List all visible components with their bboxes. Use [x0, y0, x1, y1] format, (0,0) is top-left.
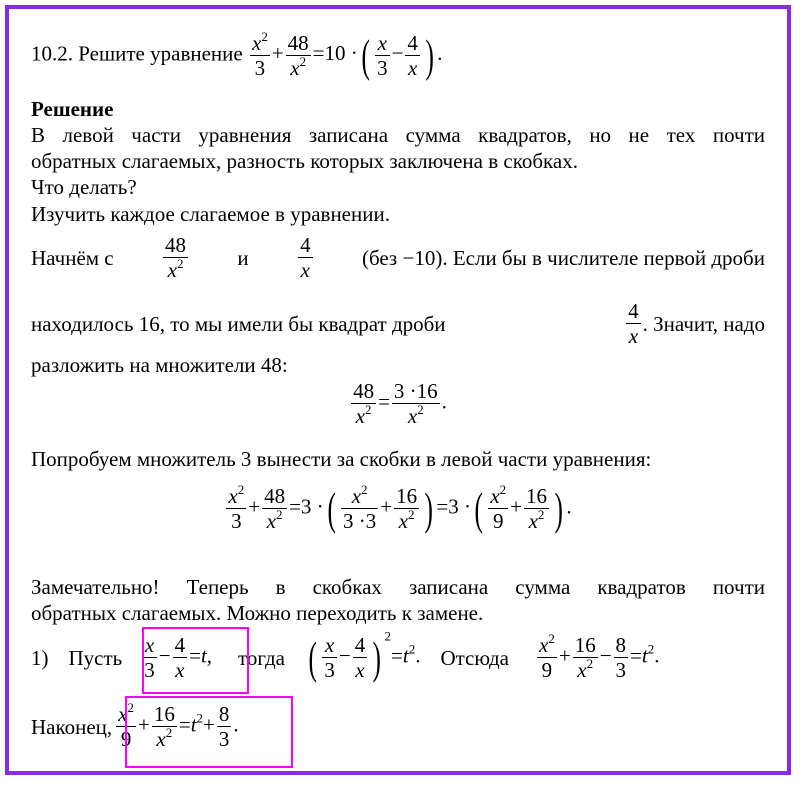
fraction-48-x2: $\frac{48}{x^2}$	[165, 233, 187, 282]
page-frame	[5, 5, 791, 775]
solution-line-4: Изучить каждое слагаемое в уравнении.	[31, 202, 390, 226]
line6-start: находилось 16, то мы имели бы квадрат дроби	[31, 311, 446, 336]
solution-line-1: В левой части уравнения записана сумма квадратов, но не тех почти	[31, 123, 765, 147]
solution-line-8: Попробуем множитель 3 вынести за скобки в левой части уравнения:	[31, 447, 652, 471]
problem-label: 10.2. Решите уравнение	[31, 41, 243, 66]
solution-heading: Решение	[31, 97, 114, 121]
line5-without: (без −10). Если бы в числителе первой дроби	[361, 245, 765, 270]
line5-start: Начнём с	[31, 245, 114, 270]
step1-number: 1)	[31, 645, 49, 670]
solution-line-3: Что делать?	[31, 175, 137, 199]
substitution-t: $\frac{x}{3}$ − $\frac{4}{x}$ =t,	[144, 633, 213, 682]
step1-then: тогда	[238, 645, 286, 670]
solution-line-7: разложить на множители 48:	[31, 353, 288, 377]
solution-line-10: обратных слагаемых. Можно переходить к замене.	[31, 601, 484, 625]
substitution-highlight-box	[142, 627, 249, 694]
solution-line-5	[31, 233, 765, 282]
step1-hence: Отсюда	[440, 645, 510, 670]
finally-label: Наконец,	[31, 714, 113, 739]
solution-line-6	[31, 299, 765, 348]
solution-line-2: обратных слагаемых, разность которых заключена в скобках.	[31, 149, 578, 173]
final-equation: $\frac{x^2}{9}$ + $\frac{16}{x^2}$ $=t^2+$ $\frac{8}{3}$ .	[118, 700, 239, 751]
step1-let: Пусть	[68, 645, 123, 670]
line5-and: и	[237, 245, 249, 270]
fraction-4-x-2: $\frac{4}{x}$	[628, 299, 639, 348]
line6-end: . Значит, надо	[642, 311, 765, 336]
formula-factor-48: $\frac{48}{x^2}$ = $\frac{3 \cdot 16}{x^2}$ .	[353, 379, 447, 428]
solution-line-9: Замечательно! Теперь в скобках записана сумма квадратов почти	[31, 575, 765, 599]
final-equation-highlight-box	[125, 696, 293, 768]
problem-statement	[31, 31, 765, 80]
problem-equation: $\frac{x^2}{3}$ + $\frac{48}{x^2}$ =10 ·( $\frac{x}{3}$ − $\frac{4}{x}$ ) .	[251, 29, 443, 81]
expansion-t: $\frac{x^2}{9}$ + $\frac{16}{x^2}$ − $\frac{8}{3}$ $=t^2$.	[539, 631, 660, 682]
square-t: ( $\frac{x}{3}$ − $\frac{4}{x}$ ) $^2=t^2$.	[308, 628, 421, 683]
formula-factor-out-3: $\frac{x^2}{3}$ + $\frac{48}{x^2}$ =3 ·( $\frac{x^2}{3 \cdot 3}$ + $\frac{16}{x^2}$ ) =3 ·( $\frac{x^2}{9}$ + $\frac{16}{x^2}$ ) .	[228, 482, 572, 534]
fraction-4-x: $\frac{4}{x}$	[300, 233, 311, 282]
